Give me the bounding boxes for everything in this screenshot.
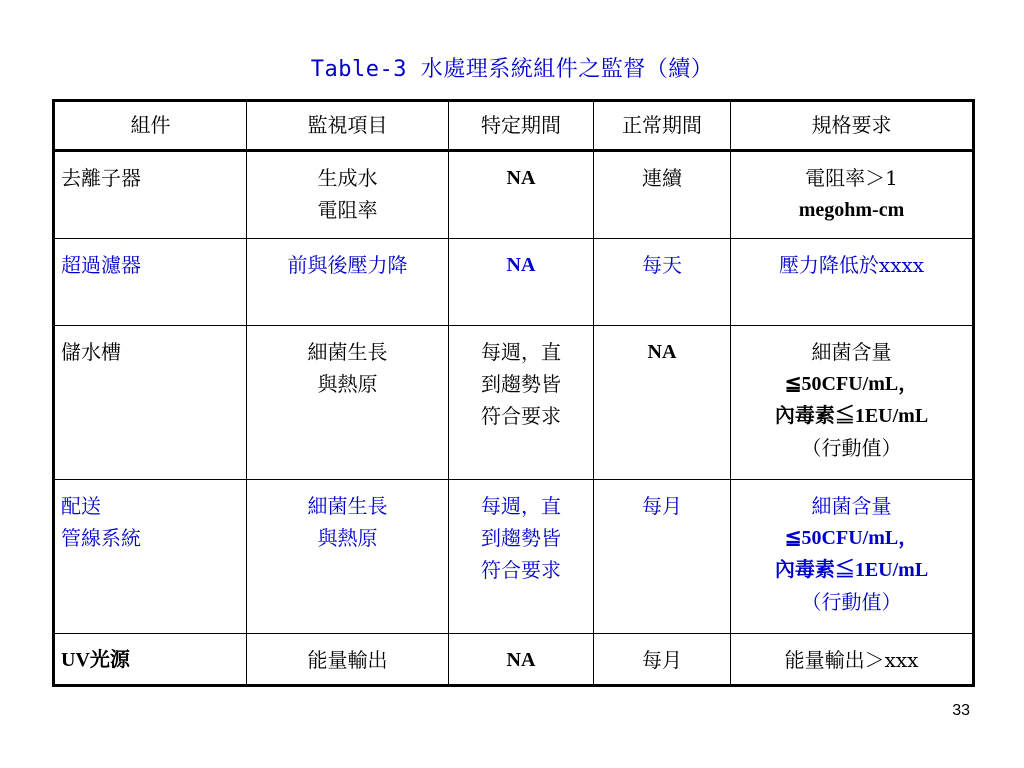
cell-spec bbox=[731, 326, 974, 480]
cell-line: 每月 bbox=[642, 648, 682, 672]
cell-monitor-item bbox=[247, 151, 449, 239]
cell-component bbox=[54, 151, 247, 239]
cell-line: ≦50CFU/mL， bbox=[784, 373, 919, 395]
cell-line: 連續 bbox=[642, 166, 682, 190]
cell-line: NA bbox=[506, 167, 536, 189]
table-row bbox=[54, 480, 974, 634]
cell-specific-period bbox=[449, 326, 594, 480]
table-row bbox=[54, 326, 974, 480]
cell-line: 電阻率 bbox=[317, 198, 378, 222]
page-number: 33 bbox=[952, 702, 970, 719]
cell-line: 超過濾器 bbox=[61, 253, 141, 277]
cell-specific-period bbox=[449, 239, 594, 326]
cell-line: NA bbox=[506, 254, 536, 276]
cell-line: 細菌含量 bbox=[811, 340, 892, 364]
cell-line: 壓力降低於xxxx bbox=[778, 253, 925, 277]
cell-line: 每週，直 bbox=[481, 340, 561, 364]
cell-normal-period bbox=[594, 326, 731, 480]
cell-line: 能量輸出 bbox=[307, 648, 388, 672]
cell-line: 內毒素≦1EU/mL bbox=[774, 559, 929, 581]
cell-line: megohm-cm bbox=[798, 199, 905, 221]
cell-line: 符合要求 bbox=[481, 558, 561, 582]
cell-line: 每週，直 bbox=[481, 494, 561, 518]
cell-line: 生成水 bbox=[317, 166, 378, 190]
cell-component bbox=[54, 634, 247, 686]
cell-line: 細菌含量 bbox=[811, 494, 892, 518]
cell-line: 與熱原 bbox=[317, 526, 378, 550]
cell-line: NA bbox=[506, 649, 536, 671]
header-monitor-item: 監視項目 bbox=[247, 101, 449, 151]
table-row bbox=[54, 151, 974, 239]
cell-specific-period bbox=[449, 634, 594, 686]
cell-line: 每月 bbox=[642, 494, 682, 518]
cell-line: 能量輸出＞xxx bbox=[784, 648, 919, 672]
header-normal-period: 正常期間 bbox=[594, 101, 731, 151]
cell-line: 配送 bbox=[61, 494, 101, 518]
cell-line: 與熱原 bbox=[317, 372, 378, 396]
cell-component bbox=[54, 239, 247, 326]
header-spec: 規格要求 bbox=[731, 101, 974, 151]
cell-line: NA bbox=[647, 341, 677, 363]
cell-component bbox=[54, 326, 247, 480]
cell-monitor-item bbox=[247, 634, 449, 686]
cell-line: 到趨勢皆 bbox=[481, 372, 561, 396]
header-specific-period: 特定期間 bbox=[449, 101, 594, 151]
table-row bbox=[54, 239, 974, 326]
cell-spec bbox=[731, 480, 974, 634]
cell-line: UV光源 bbox=[61, 649, 130, 671]
cell-normal-period bbox=[594, 151, 731, 239]
cell-line: 電阻率＞1 bbox=[805, 166, 898, 190]
cell-line: 管線系統 bbox=[61, 526, 141, 550]
table-row bbox=[54, 634, 974, 686]
cell-spec bbox=[731, 239, 974, 326]
cell-line: 前與後壓力降 bbox=[287, 253, 408, 277]
cell-normal-period bbox=[594, 634, 731, 686]
header-component: 組件 bbox=[54, 101, 247, 151]
cell-line: 符合要求 bbox=[481, 404, 561, 428]
table-title: Table-3 水處理系統組件之監督（續） bbox=[310, 57, 714, 82]
cell-spec bbox=[731, 151, 974, 239]
cell-line: 每天 bbox=[642, 253, 682, 277]
cell-line: 細菌生長 bbox=[307, 494, 388, 518]
cell-specific-period bbox=[449, 480, 594, 634]
table-header-row bbox=[54, 101, 974, 151]
cell-spec bbox=[731, 634, 974, 686]
cell-monitor-item bbox=[247, 480, 449, 634]
cell-monitor-item bbox=[247, 239, 449, 326]
cell-line: （行動值） bbox=[801, 436, 902, 460]
cell-normal-period bbox=[594, 480, 731, 634]
cell-line: 去離子器 bbox=[61, 166, 141, 190]
cell-line: 到趨勢皆 bbox=[481, 526, 561, 550]
cell-normal-period bbox=[594, 239, 731, 326]
cell-line: ≦50CFU/mL， bbox=[784, 527, 919, 549]
monitoring-table bbox=[52, 99, 975, 687]
cell-monitor-item bbox=[247, 326, 449, 480]
cell-line: 細菌生長 bbox=[307, 340, 388, 364]
cell-component bbox=[54, 480, 247, 634]
cell-line: （行動值） bbox=[801, 590, 902, 614]
cell-line: 儲水槽 bbox=[61, 340, 121, 364]
cell-specific-period bbox=[449, 151, 594, 239]
cell-line: 內毒素≦1EU/mL bbox=[774, 405, 929, 427]
